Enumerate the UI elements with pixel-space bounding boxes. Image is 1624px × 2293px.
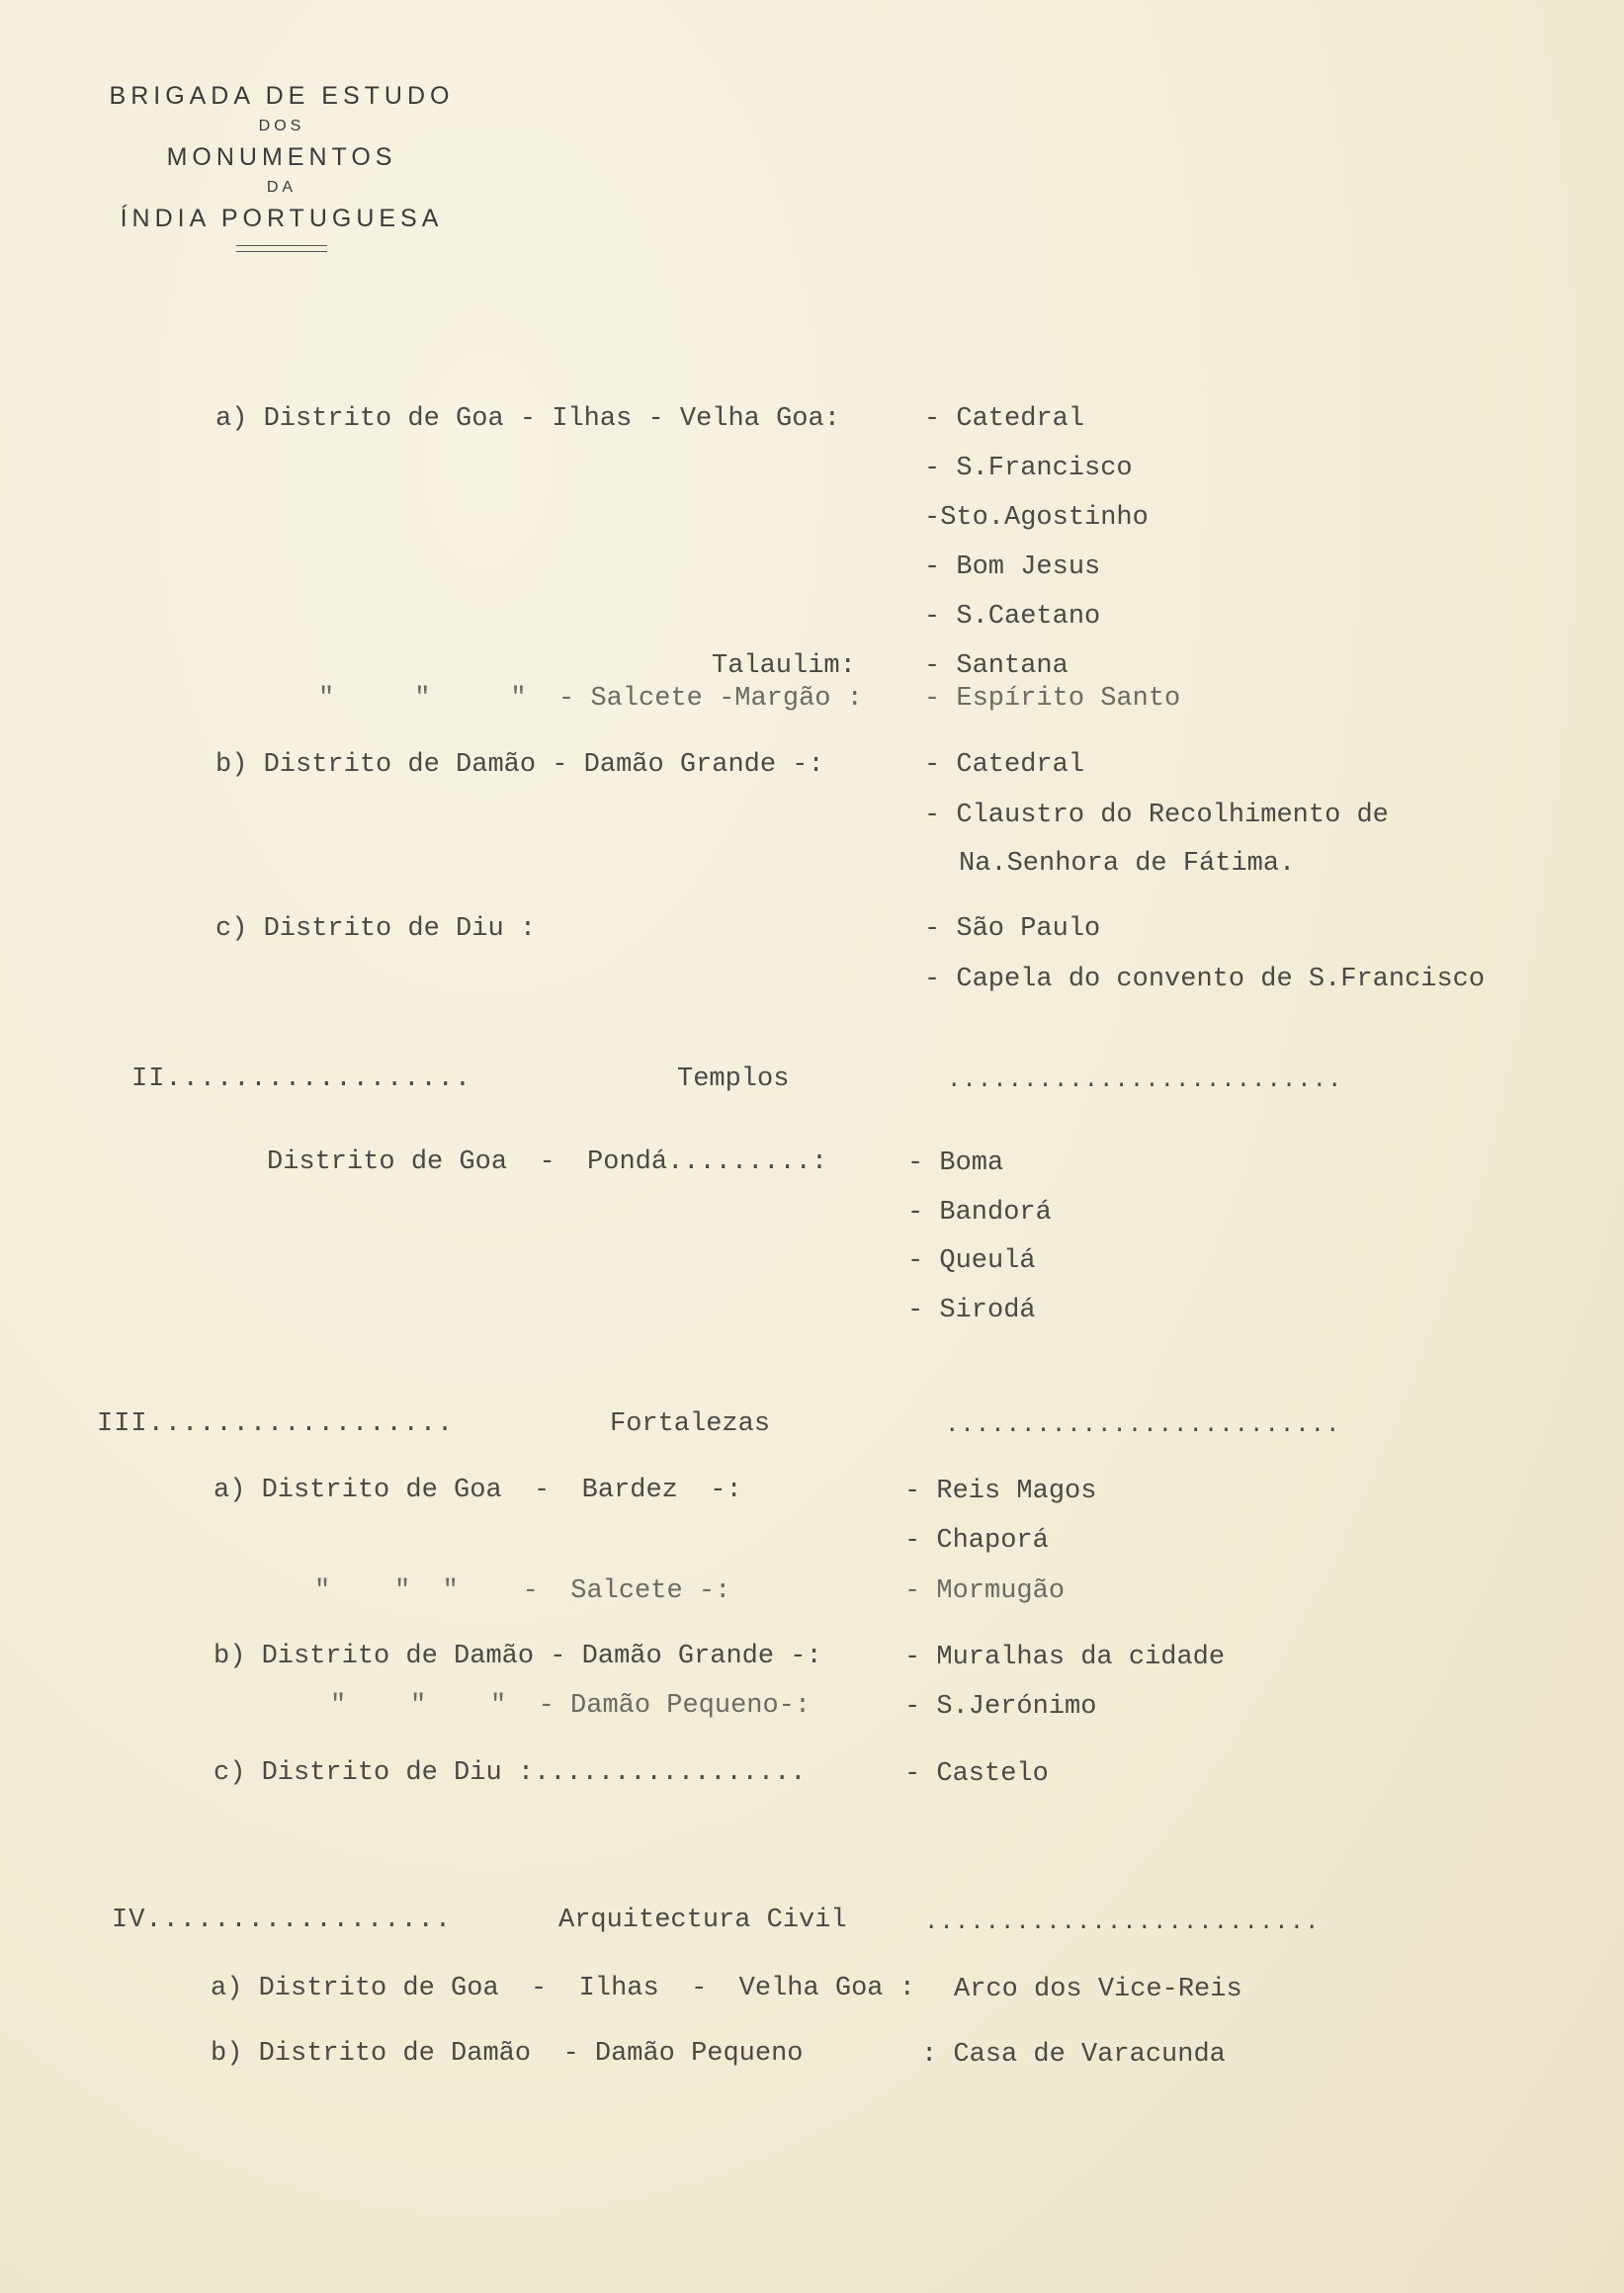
section-iv-title: Arquitectura Civil [558, 1906, 847, 1935]
section-iii-b-label: b) Distrito de Damão - Damão Grande -: [214, 1642, 822, 1671]
list-item: Na.Senhora de Fátima. [959, 849, 1296, 879]
list-item: - Queulá [907, 1246, 1036, 1276]
letterhead [59, 79, 504, 252]
list-item: - S.Caetano [924, 602, 1101, 632]
letterhead-line-4: DA [266, 179, 298, 196]
letterhead-line-3: MONUMENTOS [166, 143, 397, 171]
list-item: -Sto.Agostinho [924, 503, 1149, 533]
section-i-c-label: c) Distrito de Diu : [215, 914, 537, 944]
section-i-b-label: b) Distrito de Damão - Damão Grande -: [215, 750, 824, 780]
letterhead-line-2: DOS [258, 118, 305, 134]
section-ii-trail: .......................... [947, 1067, 1343, 1094]
section-iv-b-label: b) Distrito de Damão - Damão Pequeno [211, 2039, 804, 2069]
list-item: - São Paulo [924, 914, 1101, 944]
list-item: Arco dos Vice-Reis [954, 1975, 1242, 2004]
list-item: - Castelo [904, 1759, 1049, 1789]
list-item: - Bandorá [907, 1198, 1052, 1228]
list-item: - Catedral [924, 404, 1085, 434]
list-item: - Catedral [924, 750, 1085, 780]
talaulim-label: Talaulim: [712, 651, 856, 681]
section-ii-numeral: II.................. [131, 1064, 472, 1094]
section-iii-title: Fortalezas [610, 1409, 771, 1439]
section-iii-a-label: a) Distrito de Goa - Bardez -: [214, 1476, 742, 1505]
list-item: - S.Jerónimo [904, 1692, 1097, 1722]
section-iv-a-label: a) Distrito de Goa - Ilhas - Velha Goa : [211, 1974, 915, 2003]
list-item: - Chaporá [904, 1526, 1049, 1556]
section-iii-numeral: III.................. [97, 1409, 455, 1439]
list-item: - Claustro do Recolhimento de [924, 801, 1389, 830]
section-iii-b2-label: " " " - Damão Pequeno-: [330, 1691, 812, 1721]
letterhead-line-1: BRIGADA DE ESTUDO [109, 82, 455, 110]
list-item: - Boma [907, 1148, 1004, 1178]
list-item: - Capela do convento de S.Francisco [924, 965, 1486, 994]
list-item: - Espírito Santo [924, 684, 1181, 714]
list-item: - Santana [924, 651, 1068, 681]
section-iii-c-label: c) Distrito de Diu :................. [214, 1758, 807, 1788]
letterhead-line-5: ÍNDIA PORTUGUESA [120, 205, 444, 232]
list-item: - Reis Magos [904, 1477, 1097, 1506]
section-ii-label: Distrito de Goa - Pondá.........: [267, 1147, 828, 1177]
list-item: : Casa de Varacunda [921, 2040, 1226, 2070]
list-item: - S.Francisco [924, 454, 1133, 483]
list-item: - Muralhas da cidade [904, 1643, 1226, 1672]
list-item: - Bom Jesus [924, 552, 1101, 582]
list-item: - Sirodá [907, 1296, 1036, 1325]
salcete-label: " " " - Salcete -Margão : [318, 684, 863, 714]
section-iii-a2-label: " " " - Salcete -: [314, 1576, 731, 1606]
section-ii-title: Templos [677, 1064, 790, 1094]
section-i-a-label: a) Distrito de Goa - Ilhas - Velha Goa: [215, 404, 840, 434]
section-iv-numeral: IV.................. [112, 1906, 453, 1935]
section-iii-trail: .......................... [945, 1412, 1341, 1439]
letterhead-rule [236, 245, 327, 252]
list-item: - Mormugão [904, 1576, 1066, 1606]
section-iv-trail: .......................... [924, 1910, 1321, 1936]
